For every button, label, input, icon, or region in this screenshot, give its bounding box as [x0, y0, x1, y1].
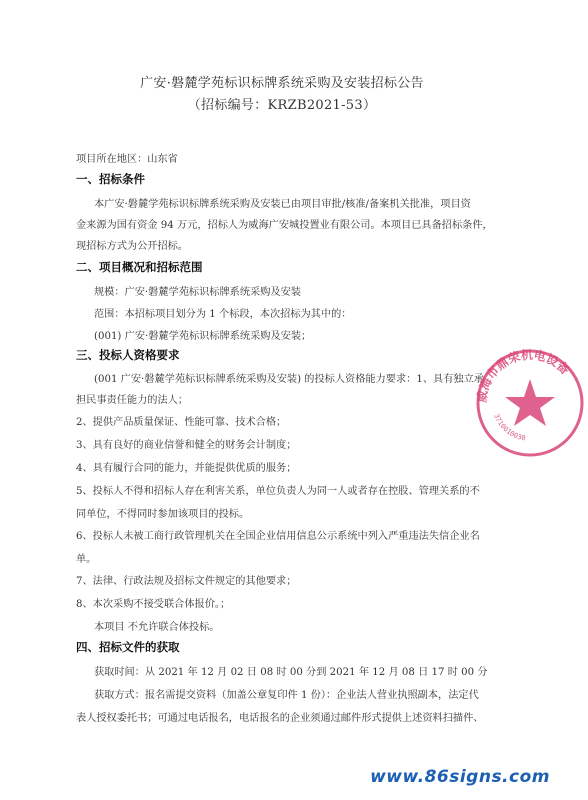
paragraph-line: 8、本次采购不接受联合体报价。；: [76, 599, 231, 610]
website-watermark: www.86signs.com: [370, 767, 550, 787]
paragraph-line: 表人授权委托书；可通过电话报名，电话报名的企业须通过邮件形式提供上述资料扫描件、: [76, 713, 484, 724]
paragraph-line: 7、法律、行政法规及招标文件规定的其他要求；: [76, 576, 297, 587]
seal-arc-text: 威海市鼎荣机电设备: [474, 347, 573, 404]
company-seal: [472, 345, 588, 461]
paragraph-line: 金来源为国有资金 94 万元，招标人为威海广安城投置业有限公司。本项目已具备招标条件，: [76, 220, 493, 231]
paragraph-line: 本项目 不允许联合体投标。: [94, 622, 220, 633]
seal-graphic: [472, 345, 588, 461]
paragraph-line: 单。: [76, 554, 97, 565]
seal-star-icon: [505, 379, 555, 426]
paragraph-line: 2、提供产品质量保证、性能可靠、技术合格；: [76, 417, 287, 428]
paragraph-line: 现招标方式为公开招标。: [76, 241, 189, 252]
section-heading-4: 四、招标文件的获取: [76, 640, 180, 654]
paragraph-line: 3、具有良好的商业信誉和健全的财务会计制度；: [76, 440, 297, 451]
paragraph-line: 范围：本招标项目划分为 1 个标段，本次招标为其中的：: [94, 309, 352, 320]
seal-number: 3710010030: [492, 412, 527, 443]
svg-text:威海市鼎荣机电设备: [474, 347, 573, 404]
paragraph-line: 担民事责任能力的法人；: [76, 395, 189, 406]
paragraph-line: 获取方式：报名需提交资料（加盖公章复印件 1 份）：企业法人营业执照副本，法定代: [94, 690, 479, 701]
tender-number: （招标编号：KRZB2021-53）: [187, 98, 377, 113]
paragraph-line: (001) 广安·磐麓学苑标识标牌系统采购及安装；: [94, 331, 312, 342]
paragraph-line: 5、投标人不得和招标人存在利害关系，单位负责人为同一人或者存在控股、管理关系的不: [76, 486, 480, 497]
document-title: 广安·磐麓学苑标识标牌系统采购及安装招标公告: [140, 76, 424, 91]
paragraph-line: (001 广安·磐麓学苑标识标牌系统采购及安装) 的投标人资格能力要求：1、具有独立承: [94, 374, 484, 385]
paragraph-line: 本广安·磐麓学苑标识标牌系统采购及安装已由项目审批/核准/备案机关批准，项目资: [94, 199, 471, 210]
paragraph-line: 同单位，不得同时参加该项目的投标。: [76, 509, 250, 520]
section-heading-2: 二、项目概况和招标范围: [76, 260, 203, 274]
paragraph-line: 4、具有履行合同的能力，并能提供优质的服务；: [76, 463, 297, 474]
paragraph-line: 6、投标人未被工商行政管理机关在全国企业信用信息公示系统中列入严重违法失信企业名: [76, 531, 480, 542]
section-heading-3: 三、投标人资格要求: [76, 348, 180, 362]
paragraph-line: 获取时间：从 2021 年 12 月 02 日 08 时 00 分到 2021 年 12 月 08 日 17 时 00 分: [94, 667, 488, 678]
project-location: 项目所在地区：山东省: [76, 154, 178, 165]
section-heading-1: 一、招标条件: [76, 172, 145, 186]
paragraph-line: 规模：广安·磐麓学苑标识标牌系统采购及安装: [94, 287, 301, 298]
